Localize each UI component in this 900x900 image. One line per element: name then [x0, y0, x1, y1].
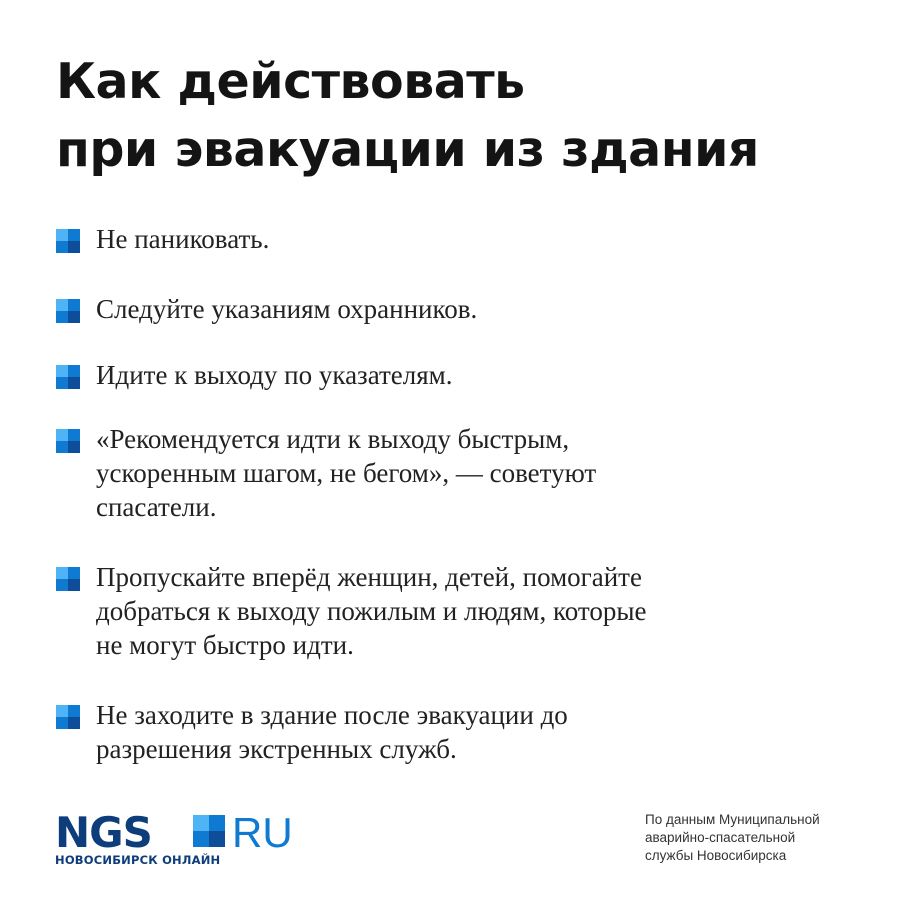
source-note — [645, 811, 820, 865]
list-item-text: Следуйте указаниям охранников. — [96, 294, 478, 324]
blue-square-icon — [56, 365, 80, 389]
list-item-text: разрешения экстренных служб. — [96, 734, 457, 764]
logo-tagline: НОВОСИБИРСК ОНЛАЙН — [55, 853, 221, 867]
list-item-text: ускоренным шагом, не бегом», — советуют — [96, 458, 597, 488]
title-line: при эвакуации из здания — [56, 121, 759, 178]
ngs-logo — [55, 810, 305, 873]
source-line: службы Новосибирска — [645, 848, 787, 863]
title-line: Как действовать — [56, 53, 525, 110]
evacuation-tips-list — [56, 222, 856, 766]
logo-brand-right: RU — [232, 810, 293, 856]
list-item — [56, 222, 856, 256]
source-line: аварийно-спасательной — [645, 830, 796, 845]
list-item-text: «Рекомендуется идти к выходу быстрым, — [96, 424, 570, 454]
ngs-logo-graphic — [55, 810, 305, 868]
list-item-text: Не паниковать. — [96, 224, 270, 254]
list-item-text: Идите к выходу по указателям. — [96, 360, 453, 390]
list-item — [56, 560, 856, 662]
blue-square-icon — [56, 429, 80, 453]
list-item-text: Пропускайте вперёд женщин, детей, помогайте — [96, 562, 642, 592]
source-line: По данным Муниципальной — [645, 812, 820, 827]
blue-square-icon — [56, 299, 80, 323]
list-item — [56, 292, 856, 326]
list-item-text: добраться к выходу пожилым и людям, которые — [96, 596, 647, 626]
list-item — [56, 422, 856, 524]
blue-square-icon — [56, 705, 80, 729]
list-item — [56, 358, 856, 392]
list-item-text: спасатели. — [96, 492, 217, 522]
list-item — [56, 698, 856, 766]
logo-brand-left: NGS — [55, 810, 152, 857]
blue-square-icon — [56, 229, 80, 253]
blue-square-icon — [56, 567, 80, 591]
page-title — [56, 48, 759, 184]
logo-square-icon — [193, 815, 225, 847]
list-item-text: не могут быстро идти. — [96, 630, 354, 660]
list-item-text: Не заходите в здание после эвакуации до — [96, 700, 568, 730]
